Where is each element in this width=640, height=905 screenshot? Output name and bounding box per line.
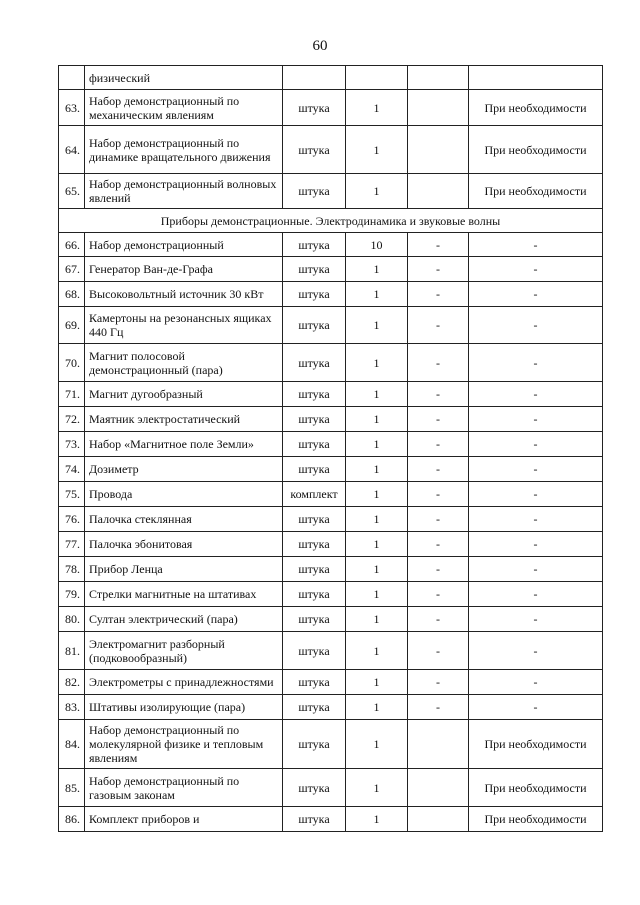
quantity-cell: 10 xyxy=(346,233,408,257)
column-b-cell: - xyxy=(469,382,603,407)
row-number-cell: 63. xyxy=(59,90,85,126)
quantity-cell: 1 xyxy=(346,695,408,720)
row-number-cell: 77. xyxy=(59,532,85,557)
item-name-cell: Набор демонстрационный xyxy=(85,233,283,257)
column-a-cell xyxy=(408,126,469,174)
unit-cell: штука xyxy=(283,407,346,432)
table-row xyxy=(59,257,603,282)
unit-cell: штука xyxy=(283,807,346,832)
column-a-cell xyxy=(408,807,469,832)
quantity-cell: 1 xyxy=(346,720,408,769)
unit-cell: штука xyxy=(283,720,346,769)
item-name-cell: Маятник электростатический xyxy=(85,407,283,432)
column-a-cell xyxy=(408,174,469,209)
unit-cell: штука xyxy=(283,90,346,126)
unit-cell: штука xyxy=(283,632,346,670)
page-number: 60 xyxy=(312,38,328,54)
column-a-cell: - xyxy=(408,532,469,557)
table-row xyxy=(59,720,603,769)
quantity-cell: 1 xyxy=(346,557,408,582)
quantity-cell: 1 xyxy=(346,126,408,174)
quantity-cell: 1 xyxy=(346,307,408,344)
quantity-cell: 1 xyxy=(346,482,408,507)
unit-cell: штука xyxy=(283,432,346,457)
column-a-cell: - xyxy=(408,233,469,257)
quantity-cell: 1 xyxy=(346,507,408,532)
quantity-cell: 1 xyxy=(346,457,408,482)
column-b-cell: - xyxy=(469,582,603,607)
table-row xyxy=(59,407,603,432)
item-name-cell: Набор демонстрационный волновых явлений xyxy=(85,174,283,209)
column-b-cell: При необходимости xyxy=(469,769,603,807)
continuation-row xyxy=(59,66,603,90)
unit-cell: штука xyxy=(283,769,346,807)
item-name-cell: Набор «Магнитное поле Земли» xyxy=(85,432,283,457)
quantity-cell: 1 xyxy=(346,257,408,282)
column-b-cell: - xyxy=(469,695,603,720)
column-a-cell: - xyxy=(408,632,469,670)
column-b-cell: - xyxy=(469,557,603,582)
row-number-cell: 65. xyxy=(59,174,85,209)
unit-cell: штука xyxy=(283,233,346,257)
column-b-cell: При необходимости xyxy=(469,807,603,832)
column-b-cell: - xyxy=(469,344,603,382)
row-number-cell: 66. xyxy=(59,233,85,257)
table-row xyxy=(59,507,603,532)
section-title: Приборы демонстрационные. Электродинамика и звуковые волны xyxy=(59,209,603,233)
column-b-cell: - xyxy=(469,233,603,257)
table-row xyxy=(59,307,603,344)
quantity-cell: 1 xyxy=(346,432,408,457)
quantity-cell: 1 xyxy=(346,807,408,832)
column-b-cell: - xyxy=(469,507,603,532)
item-name-cell: Штативы изолирующие (пара) xyxy=(85,695,283,720)
unit-cell: штука xyxy=(283,557,346,582)
unit-cell: штука xyxy=(283,507,346,532)
column-a-cell: - xyxy=(408,607,469,632)
column-a-cell xyxy=(408,66,469,90)
item-name-cell: Электромагнит разборный (подковообразный) xyxy=(85,632,283,670)
table-row xyxy=(59,126,603,174)
row-number-cell: 71. xyxy=(59,382,85,407)
column-a-cell: - xyxy=(408,344,469,382)
quantity-cell: 1 xyxy=(346,90,408,126)
column-a-cell: - xyxy=(408,307,469,344)
table-row xyxy=(59,695,603,720)
row-number-cell: 86. xyxy=(59,807,85,832)
quantity-cell: 1 xyxy=(346,174,408,209)
row-number-cell: 70. xyxy=(59,344,85,382)
column-a-cell: - xyxy=(408,282,469,307)
row-number-cell: 69. xyxy=(59,307,85,344)
row-number-cell: 84. xyxy=(59,720,85,769)
equipment-table-body xyxy=(59,66,603,209)
unit-cell: штука xyxy=(283,670,346,695)
table-row xyxy=(59,344,603,382)
column-a-cell: - xyxy=(408,557,469,582)
quantity-cell: 1 xyxy=(346,282,408,307)
column-a-cell: - xyxy=(408,582,469,607)
item-name-cell: Магнит дугообразный xyxy=(85,382,283,407)
column-a-cell: - xyxy=(408,695,469,720)
row-number-cell: 73. xyxy=(59,432,85,457)
unit-cell: штука xyxy=(283,382,346,407)
column-a-cell: - xyxy=(408,257,469,282)
row-number-cell: 76. xyxy=(59,507,85,532)
row-number-cell: 68. xyxy=(59,282,85,307)
table-row xyxy=(59,532,603,557)
row-number-cell: 82. xyxy=(59,670,85,695)
quantity-cell: 1 xyxy=(346,344,408,382)
column-b-cell: - xyxy=(469,532,603,557)
column-a-cell: - xyxy=(408,457,469,482)
item-name-cell: Палочка стеклянная xyxy=(85,507,283,532)
table-row xyxy=(59,482,603,507)
equipment-table xyxy=(58,65,603,832)
unit-cell: штука xyxy=(283,126,346,174)
unit-cell: штука xyxy=(283,282,346,307)
unit-cell: штука xyxy=(283,257,346,282)
unit-cell: штука xyxy=(283,532,346,557)
unit-cell: штука xyxy=(283,174,346,209)
column-a-cell: - xyxy=(408,432,469,457)
quantity-cell: 1 xyxy=(346,769,408,807)
row-number-cell: 83. xyxy=(59,695,85,720)
row-number-cell: 74. xyxy=(59,457,85,482)
row-number-cell: 80. xyxy=(59,607,85,632)
unit-cell: комплект xyxy=(283,482,346,507)
column-b-cell: - xyxy=(469,257,603,282)
item-name-cell: Дозиметр xyxy=(85,457,283,482)
item-name-cell: Султан электрический (пара) xyxy=(85,607,283,632)
column-b-cell: - xyxy=(469,307,603,344)
item-name-cell: Провода xyxy=(85,482,283,507)
quantity-cell: 1 xyxy=(346,607,408,632)
unit-cell: штука xyxy=(283,307,346,344)
column-a-cell: - xyxy=(408,507,469,532)
quantity-cell: 1 xyxy=(346,632,408,670)
column-b-cell: - xyxy=(469,457,603,482)
quantity-cell: 1 xyxy=(346,670,408,695)
item-name-cell: Камертоны на резонансных ящиках 440 Гц xyxy=(85,307,283,344)
column-b-cell: - xyxy=(469,632,603,670)
item-name-cell: Магнит полосовой демонстрационный (пара) xyxy=(85,344,283,382)
item-name-cell: Стрелки магнитные на штативах xyxy=(85,582,283,607)
table-row xyxy=(59,807,603,832)
unit-cell: штука xyxy=(283,607,346,632)
item-name-cell: физический xyxy=(85,66,283,90)
column-b-cell: - xyxy=(469,670,603,695)
quantity-cell: 1 xyxy=(346,532,408,557)
column-b-cell: При необходимости xyxy=(469,90,603,126)
item-name-cell: Набор демонстрационный по молекулярной физике и тепловым явлениям xyxy=(85,720,283,769)
column-b-cell: - xyxy=(469,407,603,432)
unit-cell xyxy=(283,66,346,90)
column-a-cell xyxy=(408,90,469,126)
row-number-cell: 67. xyxy=(59,257,85,282)
row-number-cell: 75. xyxy=(59,482,85,507)
column-a-cell xyxy=(408,720,469,769)
row-number-cell: 79. xyxy=(59,582,85,607)
table-row xyxy=(59,582,603,607)
row-number-cell: 81. xyxy=(59,632,85,670)
quantity-cell xyxy=(346,66,408,90)
item-name-cell: Высоковольтный источник 30 кВт xyxy=(85,282,283,307)
table-row xyxy=(59,457,603,482)
table-row xyxy=(59,382,603,407)
unit-cell: штука xyxy=(283,695,346,720)
column-a-cell: - xyxy=(408,382,469,407)
column-b-cell xyxy=(469,66,603,90)
table-row xyxy=(59,557,603,582)
item-name-cell: Набор демонстрационный по динамике вращательного движения xyxy=(85,126,283,174)
row-number-cell: 72. xyxy=(59,407,85,432)
equipment-table-body-electro xyxy=(59,233,603,832)
table-row xyxy=(59,632,603,670)
column-b-cell: При необходимости xyxy=(469,174,603,209)
item-name-cell: Палочка эбонитовая xyxy=(85,532,283,557)
section-header-row xyxy=(59,209,603,233)
table-row xyxy=(59,670,603,695)
unit-cell: штука xyxy=(283,457,346,482)
table-row xyxy=(59,769,603,807)
quantity-cell: 1 xyxy=(346,582,408,607)
column-b-cell: - xyxy=(469,607,603,632)
table-row xyxy=(59,233,603,257)
unit-cell: штука xyxy=(283,344,346,382)
row-number-cell: 85. xyxy=(59,769,85,807)
column-b-cell: При необходимости xyxy=(469,720,603,769)
quantity-cell: 1 xyxy=(346,382,408,407)
item-name-cell: Генератор Ван-де-Графа xyxy=(85,257,283,282)
column-b-cell: При необходимости xyxy=(469,126,603,174)
quantity-cell: 1 xyxy=(346,407,408,432)
column-b-cell: - xyxy=(469,482,603,507)
column-b-cell: - xyxy=(469,432,603,457)
item-name-cell: Прибор Ленца xyxy=(85,557,283,582)
table-row xyxy=(59,432,603,457)
unit-cell: штука xyxy=(283,582,346,607)
row-number-cell: 64. xyxy=(59,126,85,174)
table-row xyxy=(59,282,603,307)
item-name-cell: Комплект приборов и xyxy=(85,807,283,832)
column-a-cell xyxy=(408,769,469,807)
section-body xyxy=(59,209,603,233)
row-number-cell: 78. xyxy=(59,557,85,582)
table-row xyxy=(59,607,603,632)
column-a-cell: - xyxy=(408,482,469,507)
column-a-cell: - xyxy=(408,407,469,432)
table-row xyxy=(59,174,603,209)
column-a-cell: - xyxy=(408,670,469,695)
row-number-cell xyxy=(59,66,85,90)
table-row xyxy=(59,90,603,126)
item-name-cell: Набор демонстрационный по газовым законам xyxy=(85,769,283,807)
item-name-cell: Набор демонстрационный по механическим явлениям xyxy=(85,90,283,126)
item-name-cell: Электрометры с принадлежностями xyxy=(85,670,283,695)
column-b-cell: - xyxy=(469,282,603,307)
